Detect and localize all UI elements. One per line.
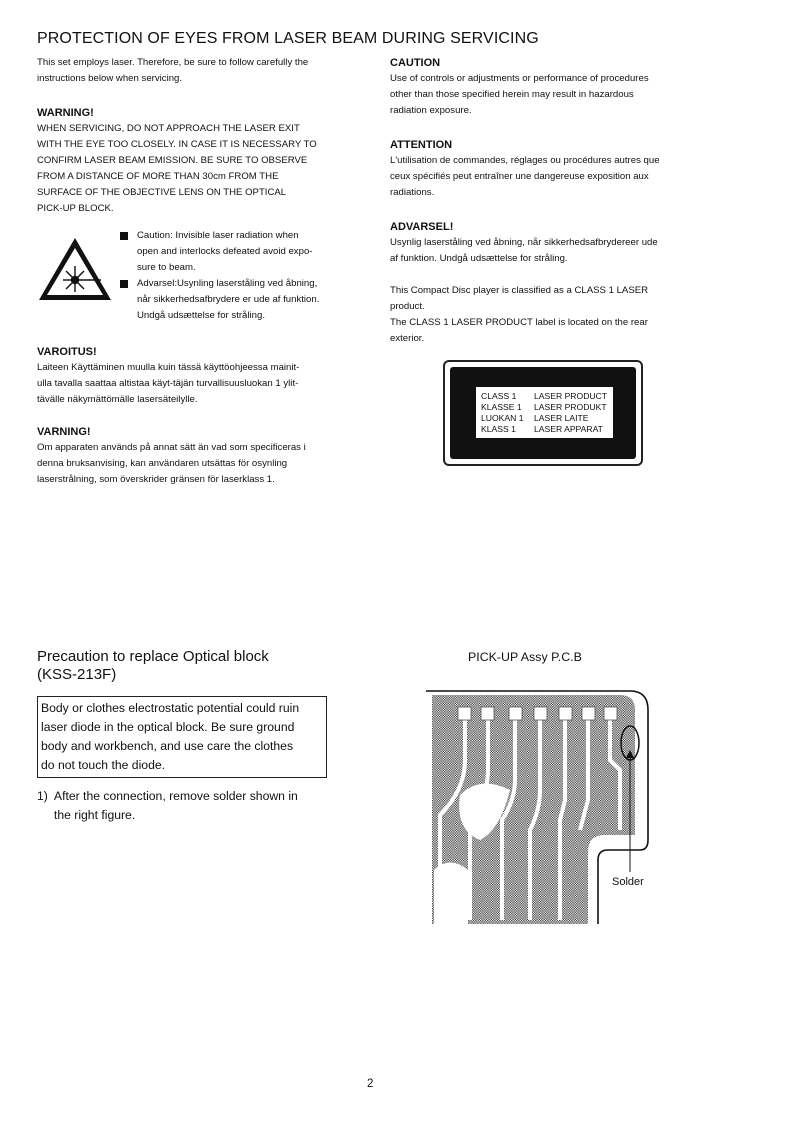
class-1-laser-label	[443, 360, 643, 466]
class-statement: This Compact Disc player is classified as a CLASS 1 LASER product. The CLASS 1 LASER PRODUCT label is located on the rear exterior.	[390, 285, 649, 344]
diagram-title: PICK-UP Assy P.C.B	[468, 650, 582, 664]
laser-warning-icon	[37, 236, 113, 302]
label-row: KLASS 1 LASER APPARAT	[481, 424, 603, 434]
warning-text: WHEN SERVICING, DO NOT APPROACH THE LASER EXIT WITH THE EYE TOO CLOSELY. IN CASE IT IS NECESSARY TO CONFIRM LASER BEAM EMISSION. BE SURE TO OBSERVE FROM A DISTANCE OF MORE THAN 30cm FROM THE SURFACE OF THE OBJECTIVE LENS ON THE OPTICAL PICK-UP BLOCK.	[37, 123, 317, 214]
label-row: KLASSE 1 LASER PRODUKT	[481, 402, 607, 412]
solder-callout-label: Solder	[612, 876, 644, 888]
electrostatic-notice-box: Body or clothes electrostatic potential could ruin laser diode in the optical block. Be sure ground body and workbench, and use care the clothes do not touch the diode.	[37, 696, 327, 778]
varning-heading: VARNING!	[37, 426, 91, 438]
right-column: CAUTION Use of controls or adjustments or performance of procedures other than those specified herein may result in hazardous radiation exposure. ATTENTION L'utilisation de commandes, réglages ou procédures autres que ceux spécifiés peut entraîner une dangereuse exposition aux radiations. ADVARSEL! Usynlig laserståling ved åbning, når sikkerhedsafbrydereer ude af funktion. Undgå udsættelse for stråling. This Compact Disc player is classified as a CLASS 1 LASER product. The CLASS 1 LASER PRODUCT label is located on the rear exterior.	[390, 55, 700, 347]
label-row: CLASS 1 LASER PRODUCT	[481, 391, 608, 401]
caution-bullet-list	[120, 228, 360, 324]
intro-text: This set employs laser. Therefore, be sure to follow carefully the instructions below when servicing.	[37, 57, 309, 84]
page-number: 2	[367, 1078, 374, 1090]
left-column	[37, 55, 357, 217]
attention-heading: ATTENTION	[390, 139, 453, 151]
warning-heading: WARNING!	[37, 107, 94, 119]
list-item: Advarsel:Usynling laserståling ved åbning, når sikkerhedsafbrydere er ude af funktion. Undgå udsættelse for stråling.	[120, 276, 360, 324]
bullet-square-icon	[120, 280, 128, 288]
advarsel-heading: ADVARSEL!	[390, 221, 454, 233]
list-item: Caution: Invisible laser radiation when open and interlocks defeated avoid expo- sure to beam.	[120, 228, 360, 276]
step-1-instruction: 1) After the connection, remove solder shown in the right figure.	[37, 789, 298, 822]
varoitus-heading: VAROITUS!	[37, 346, 97, 358]
pickup-pcb-diagram	[420, 680, 660, 930]
page-title: PROTECTION OF EYES FROM LASER BEAM DURING SERVICING	[37, 30, 539, 47]
varoitus-block: VAROITUS! Laiteen Käyttäminen muulla kuin tässä käyttöohjeessa mainit- ulla tavalla saattaa altistaa käyt-täjän turvallisuusluokan 1 ylit- tävälle näkymättömälle lasersäteilylle. VARNING! Om apparaten används på annat sätt än vad som specificeras i denna bruksanvising, kan användaren utsättas för osynling laserstrålning, som överskrider gränsen för laserklass 1.	[37, 344, 357, 488]
label-row: LUOKAN 1 LASER LAITE	[481, 413, 589, 423]
bullet-square-icon	[120, 232, 128, 240]
section-title: Precaution to replace Optical block (KSS-213F)	[37, 648, 269, 683]
caution-heading: CAUTION	[390, 57, 441, 69]
